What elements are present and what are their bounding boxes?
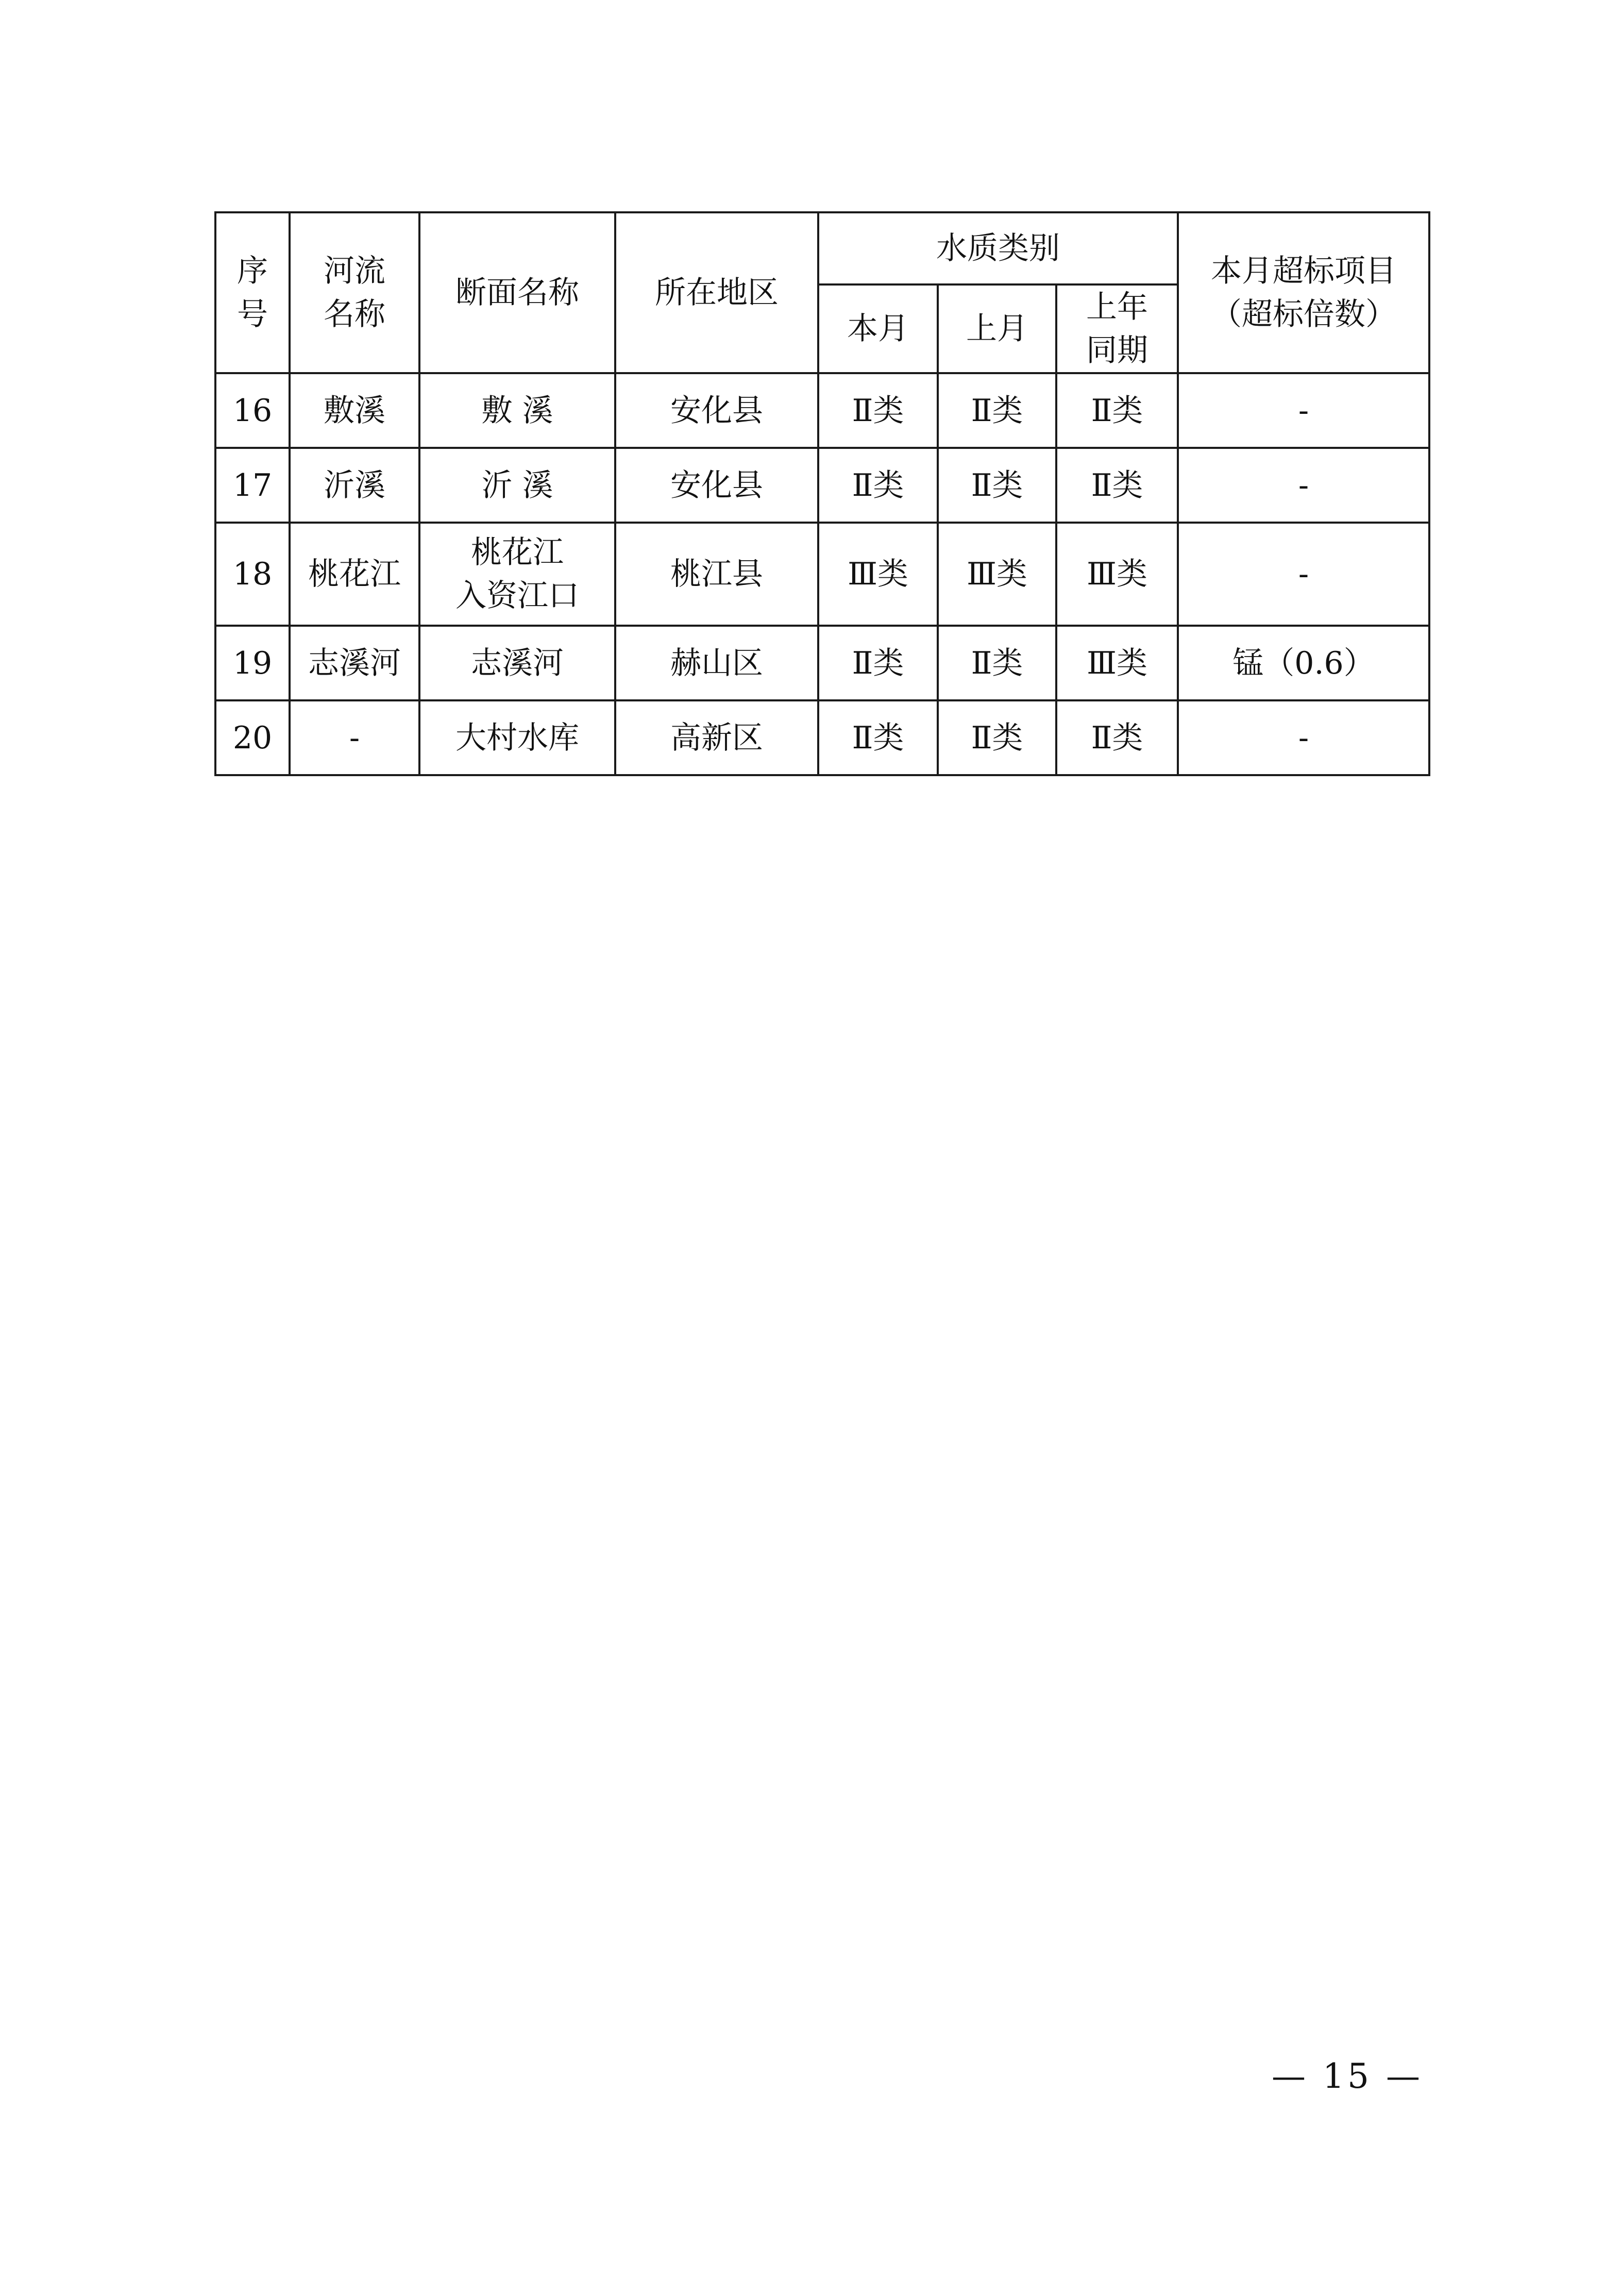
cell-river-line: 沂溪	[324, 467, 385, 504]
header-last-year-line: 同期	[1086, 332, 1148, 368]
cell-seq: 19	[215, 626, 290, 700]
cell-section	[419, 373, 615, 448]
header-exceed-line: 本月超标项目	[1211, 253, 1397, 289]
cell-section	[419, 448, 615, 523]
cell-exceed: 锰（0.6）	[1178, 626, 1429, 700]
header-region: 所在地区	[615, 212, 818, 373]
cell-exceed: -	[1178, 448, 1429, 523]
cell-this-month: Ⅱ类	[818, 626, 938, 700]
cell-section-line: 沂 溪	[481, 467, 553, 504]
cell-this-month: Ⅲ类	[818, 523, 938, 626]
cell-section-line: 入资江口	[455, 578, 579, 614]
cell-exceed: -	[1178, 523, 1429, 626]
cell-this-month: Ⅱ类	[818, 373, 938, 448]
table-row	[215, 626, 1429, 700]
cell-last-year: Ⅱ类	[1056, 373, 1178, 448]
page-number: — 15 —	[1272, 2056, 1423, 2096]
cell-last-year: Ⅱ类	[1056, 448, 1178, 523]
cell-section-line: 桃花江	[471, 534, 564, 571]
cell-exceed: -	[1178, 373, 1429, 448]
cell-seq: 20	[215, 700, 290, 775]
cell-river	[290, 373, 419, 448]
cell-region: 高新区	[615, 700, 818, 775]
cell-river-line: 桃花江	[308, 556, 401, 592]
cell-exceed: -	[1178, 700, 1429, 775]
cell-section	[419, 700, 615, 775]
cell-last-month: Ⅱ类	[938, 373, 1056, 448]
header-last-year	[1056, 284, 1178, 373]
cell-last-month: Ⅲ类	[938, 523, 1056, 626]
cell-section-line: 敷 溪	[481, 392, 553, 429]
cell-last-month: Ⅱ类	[938, 626, 1056, 700]
cell-river	[290, 700, 419, 775]
cell-last-month: Ⅱ类	[938, 448, 1056, 523]
cell-river	[290, 448, 419, 523]
header-water-quality: 水质类别	[818, 212, 1178, 284]
header-river-line: 名称	[324, 296, 385, 332]
header-last-month: 上月	[938, 284, 1056, 373]
cell-seq: 18	[215, 523, 290, 626]
cell-seq: 17	[215, 448, 290, 523]
cell-region: 赫山区	[615, 626, 818, 700]
header-river-line: 河流	[324, 253, 385, 289]
cell-seq: 16	[215, 373, 290, 448]
cell-this-month: Ⅱ类	[818, 700, 938, 775]
cell-section	[419, 523, 615, 626]
cell-last-month: Ⅱ类	[938, 700, 1056, 775]
header-last-year-line: 上年	[1086, 289, 1148, 325]
header-river	[290, 212, 419, 373]
cell-river-line: 志溪河	[308, 645, 401, 681]
table-row	[215, 448, 1429, 523]
cell-region: 安化县	[615, 448, 818, 523]
header-section: 断面名称	[419, 212, 615, 373]
header-exceed-line: （超标倍数）	[1211, 296, 1397, 332]
cell-river-line: 敷溪	[324, 392, 385, 429]
cell-region: 安化县	[615, 373, 818, 448]
cell-river	[290, 626, 419, 700]
table-row	[215, 373, 1429, 448]
table-body	[215, 373, 1429, 775]
cell-last-year: Ⅱ类	[1056, 700, 1178, 775]
cell-section-line: 大村水库	[455, 719, 579, 756]
cell-river	[290, 523, 419, 626]
cell-last-year: Ⅲ类	[1056, 523, 1178, 626]
header-this-month: 本月	[818, 284, 938, 373]
water-quality-table	[214, 211, 1430, 776]
cell-region: 桃江县	[615, 523, 818, 626]
header-seq	[215, 212, 290, 373]
cell-section	[419, 626, 615, 700]
table-header	[215, 212, 1429, 373]
cell-last-year: Ⅲ类	[1056, 626, 1178, 700]
cell-river-line: -	[349, 719, 360, 756]
header-seq-line: 序	[237, 253, 268, 289]
cell-section-line: 志溪河	[471, 645, 564, 681]
cell-this-month: Ⅱ类	[818, 448, 938, 523]
header-seq-line: 号	[237, 296, 268, 332]
header-exceed	[1178, 212, 1429, 373]
table-row	[215, 523, 1429, 626]
table-row	[215, 700, 1429, 775]
